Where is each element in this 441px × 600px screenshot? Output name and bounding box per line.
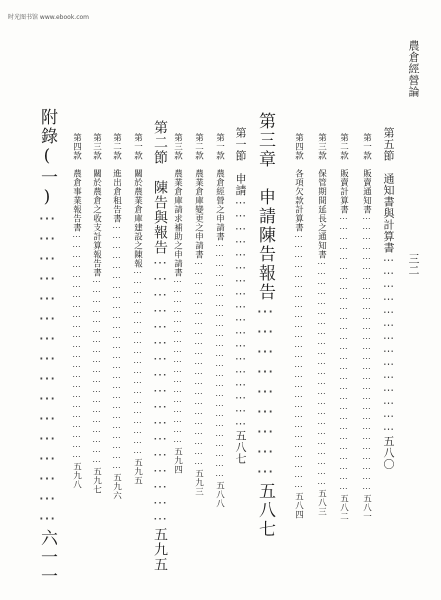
toc-title: 通知書與計算書: [382, 173, 395, 254]
leader-dots: ⋯⋯⋯⋯⋯⋯⋯⋯⋯⋯⋯⋯⋯⋯⋯⋯⋯⋯⋯⋯⋯⋯⋯: [71, 232, 82, 462]
leader-dots: ⋯⋯⋯⋯⋯⋯⋯⋯⋯⋯⋯⋯⋯⋯⋯⋯⋯⋯⋯⋯⋯⋯⋯⋯⋯⋯⋯⋯: [361, 214, 372, 494]
leader-dots: ⋯⋯⋯⋯⋯⋯⋯⋯⋯⋯⋯⋯⋯⋯⋯⋯⋯⋯⋯⋯⋯⋯⋯⋯⋯⋯⋯⋯: [338, 214, 349, 494]
toc-entry-subsection: [72, 133, 81, 489]
toc-title: 進出倉租告書: [111, 169, 122, 223]
toc-title: 關於農業倉庫建設之陳報: [132, 169, 143, 268]
toc-label: 第二節: [152, 120, 168, 165]
toc-label: 第二款: [193, 133, 204, 160]
toc-page: 五八七: [234, 430, 247, 465]
toc-label: 第一款: [361, 133, 372, 160]
toc-title: 販賣通知書: [361, 169, 372, 214]
toc-label: 第一款: [132, 133, 143, 160]
toc-entry-subsection: [112, 133, 121, 500]
toc-page: 五九七: [91, 467, 102, 494]
toc-title: 農倉事業報告書: [71, 169, 82, 232]
leader-dots: ⋯⋯⋯⋯⋯⋯⋯⋯⋯⋯⋯⋯⋯⋯⋯⋯⋯: [152, 255, 168, 527]
page-number: 三二: [407, 253, 420, 276]
leader-dots: ⋯⋯⋯⋯⋯⋯⋯⋯⋯⋯⋯⋯⋯⋯⋯⋯: [37, 209, 57, 529]
toc-label: 第一款: [214, 133, 225, 160]
toc-label: 第四款: [293, 133, 304, 160]
toc-page: 五九五: [152, 527, 168, 572]
toc-entry-subsection: [294, 133, 303, 519]
toc-page: 五九五: [132, 458, 143, 485]
toc-entry-subsection: [173, 133, 182, 474]
toc-label: 附錄: [37, 108, 57, 146]
toc-label: 第一節: [234, 127, 247, 162]
toc-page: 六一一: [37, 529, 57, 586]
toc-entry-subsection: [92, 133, 101, 494]
toc-entry-appendix: [38, 108, 55, 586]
toc-page: 五八四: [293, 492, 304, 519]
toc-entry-subsection: [133, 133, 142, 485]
leader-dots: ⋯⋯⋯⋯⋯⋯⋯⋯⋯⋯⋯⋯⋯⋯⋯⋯⋯: [172, 277, 183, 447]
toc-title: 農倉經營之申請書: [214, 169, 225, 241]
toc-title: 各項欠款計算書: [293, 169, 304, 232]
toc-title: 保管期間延長之通知書: [316, 169, 327, 259]
toc-label: 第三章: [255, 112, 275, 169]
toc-page: 五八二: [338, 494, 349, 521]
toc-entry-subsection: [215, 133, 224, 508]
toc-page: 五八三: [316, 489, 327, 516]
toc-entry-subsection: [194, 133, 203, 496]
leader-dots: ⋯⋯⋯⋯⋯⋯⋯⋯⋯⋯⋯⋯⋯⋯⋯⋯⋯⋯⋯⋯⋯⋯⋯⋯⋯: [111, 223, 122, 473]
toc-page: 五八八: [214, 481, 225, 508]
toc-title: (一): [37, 146, 57, 209]
toc-label: 第二款: [338, 133, 349, 160]
leader-dots: ⋯⋯⋯⋯⋯⋯⋯⋯⋯: [255, 302, 275, 482]
toc-page: 五九三: [193, 469, 204, 496]
toc-label: 第四款: [71, 133, 82, 160]
toc-title: 申請陳告報告: [255, 188, 275, 302]
watermark: 时光图书馆 www.ebook.com: [8, 14, 90, 21]
toc-title: 販賣計算書: [338, 169, 349, 214]
toc-page: 五八〇: [382, 435, 395, 470]
toc-entry-subsection: [339, 133, 348, 521]
running-head: 農倉經營論: [407, 40, 420, 98]
toc-page: 五九六: [111, 473, 122, 500]
leader-dots: ⋯⋯⋯⋯⋯⋯⋯⋯⋯⋯⋯⋯⋯⋯: [382, 253, 395, 436]
toc-label: 第三款: [91, 133, 102, 160]
toc-title: 申請: [234, 173, 247, 196]
leader-dots: ⋯⋯⋯⋯⋯⋯⋯⋯⋯⋯⋯⋯⋯⋯⋯⋯⋯⋯: [234, 196, 247, 430]
toc-page: 五九四: [172, 447, 183, 474]
leader-dots: ⋯⋯⋯⋯⋯⋯⋯⋯⋯⋯⋯⋯⋯⋯⋯⋯⋯⋯⋯⋯⋯: [193, 259, 204, 469]
toc-page: 五八七: [255, 482, 275, 539]
toc-entry-section: [153, 120, 167, 572]
toc-title: 陳告與報告: [152, 180, 168, 255]
toc-label: 第三款: [172, 133, 183, 160]
toc-title: 農業倉庫變更之申請書: [193, 169, 204, 259]
toc-label: 第五節: [382, 127, 395, 162]
leader-dots: ⋯⋯⋯⋯⋯⋯⋯⋯⋯⋯⋯⋯⋯⋯⋯⋯⋯⋯⋯: [91, 277, 102, 467]
toc-title: 農業倉庫請求補助之申請書: [172, 169, 183, 277]
leader-dots: ⋯⋯⋯⋯⋯⋯⋯⋯⋯⋯⋯⋯⋯⋯⋯⋯⋯⋯⋯⋯⋯⋯⋯⋯: [214, 241, 225, 481]
toc-entry-section: [235, 127, 246, 465]
toc-entry-subsection: [362, 133, 371, 521]
toc-page: 五八一: [361, 494, 372, 521]
leader-dots: ⋯⋯⋯⋯⋯⋯⋯⋯⋯⋯⋯⋯⋯⋯⋯⋯⋯⋯⋯: [132, 268, 143, 458]
toc-page: 五九八: [71, 462, 82, 489]
leader-dots: ⋯⋯⋯⋯⋯⋯⋯⋯⋯⋯⋯⋯⋯⋯⋯⋯⋯⋯⋯⋯⋯⋯⋯⋯⋯⋯: [293, 232, 304, 492]
toc-entry-chapter: [256, 112, 273, 539]
toc-label: 第三款: [316, 133, 327, 160]
toc-label: 第二款: [111, 133, 122, 160]
toc-entry-section: [383, 127, 394, 470]
toc-entry-subsection: [317, 133, 326, 516]
toc-title: 關於農倉之收支計算報告書: [91, 169, 102, 277]
leader-dots: ⋯⋯⋯⋯⋯⋯⋯⋯⋯⋯⋯⋯⋯⋯⋯⋯⋯⋯⋯⋯⋯⋯⋯: [316, 259, 327, 489]
